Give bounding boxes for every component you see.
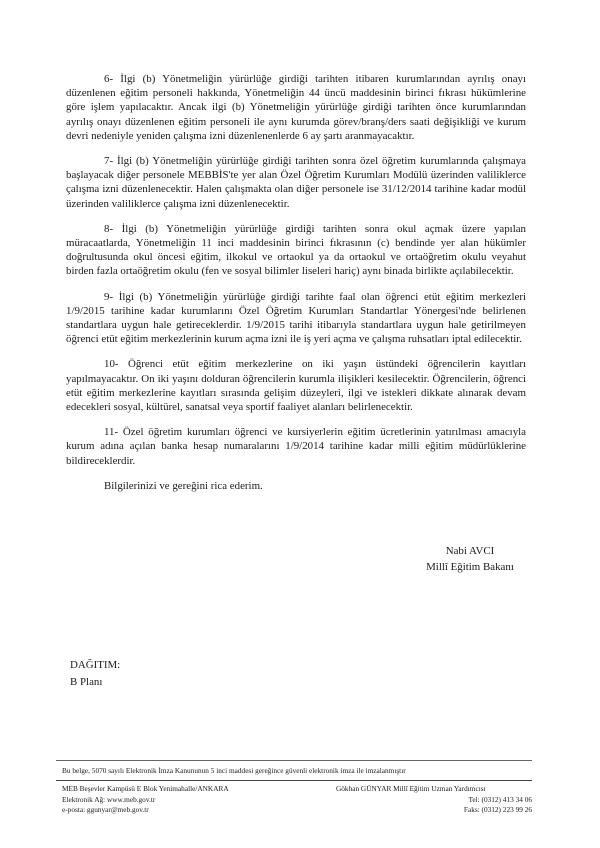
footer-divider	[56, 780, 532, 781]
paragraph-10: 10- Öğrenci etüt eğitim merkezlerine on iki yaşın üstündeki öğrencilerin kayıtları yapılmayacaktır. On iki yaşını dolduran öğrencilerin kurumla ilişikleri kesilecektir. Öğrencilerin, öğrenci etüt eğitim merkezlerine kayıtları sırasında gelişim düzeyleri, ilgi ve istekleri dikkate alınarak devam edecekleri sosyal, kültürel, sanatsal veya sportif faaliyet alanları belirlenecektir.	[66, 358, 526, 414]
distribution-block	[70, 657, 120, 691]
footer-divider-top	[56, 760, 532, 761]
paragraph-6: 6- İlgi (b) Yönetmeliğin yürürlüğe girdiği tarihten itibaren kurumlarından ayrılış onayı düzenlenen eğitim personeli hakkında, Yönetmeliğin 44 üncü maddesinin birinci fıkrası hükümlerine göre işlem yapılacaktır. Ancak ilgi (b) Yönetmeliğin yürürlüğe girdiği tarihten önce kurumlarından ayrılış onayı düzenlenen eğitim personeli ile aynı kurumda görev/branş/ders saati değişikliği ve kurum devri nedeniyle yeniden çalışma izni düzenlenenlerde 6 ay şartı aranmayacaktır.	[66, 73, 526, 142]
e-signature-note: Bu belge, 5070 sayılı Elektronik İmza Kanununun 5 inci maddesi gereğince güvenli elektronik imza ile imzalanmıştır	[62, 766, 406, 775]
footer-contact-left	[62, 784, 229, 816]
distribution-value: B Planı	[70, 676, 103, 688]
footer-email: e-posta: ggunyar@meb.gov.tr	[62, 805, 149, 814]
footer-contact-right	[336, 784, 532, 816]
closing-line: Bilgilerinizi ve gereğini rica ederim.	[104, 479, 263, 492]
footer-phone: Tel: (0312) 413 34 06	[468, 794, 532, 804]
footer-fax: Faks: (0312) 223 99 26	[463, 805, 532, 814]
footer-website: Elektronik Ağ: www.meb.gov.tr	[62, 794, 156, 804]
paragraph-7: 7- İlgi (b) Yönetmeliğin yürürlüğe girdiği tarihten sonra özel öğretim kurumlarında çalışmaya başlayacak diğer personele MEBBİS'te yer alan Özel Öğretim Kurumları Modülü üzerinden valiliklerce çalışma izni düzenlenecektir. Halen çalışmakta olan diğer personele ise 31/12/2014 tarihine kadar modül üzerinden valiliklerce çalışma izni düzenlenecektir.	[66, 155, 526, 210]
signature-block	[400, 543, 540, 575]
paragraph-11: 11- Özel öğretim kurumları öğrenci ve kursiyerlerin eğitim ücretlerinin yatırılması amacıyla kurum adına açılan banka hesap numaralarını 1/9/2014 tarihine kadar milli eğitim müdürlüklerine bildireceklerdir.	[66, 426, 526, 467]
distribution-label: DAĞITIM:	[70, 659, 121, 671]
signatory-name: Nabi AVCI	[445, 545, 495, 557]
footer-contact-name: Gökhan GÜNYAR Millî Eğitim Uzman Yardımcısı	[336, 784, 486, 793]
signatory-title: Millî Eğitim Bakanı	[426, 561, 514, 573]
document-body	[66, 72, 526, 493]
footer-address: MEB Beşevler Kampüsü E Blok Yenimahalle/ANKARA	[62, 784, 229, 793]
paragraph-8: 8- İlgi (b) Yönetmeliğin yürürlüğe girdiği tarihten sonra okul açmak üzere yapılan müracaatlarda, Yönetmeliğin 11 inci maddesinin birinci fıkrasının (c) bendinde yer alan hükümler doğrultusunda okul öncesi eğitim, ilkokul ve ortaokul ya da ortaokul ve ortaöğretim okulu veyahut birden fazla ortaöğretim okulu (fen ve sosyal bilimler liseleri hariç) aynı binada birlikte açılabilecektir.	[66, 222, 526, 278]
paragraph-9: 9- İlgi (b) Yönetmeliğin yürürlüğe girdiği tarihte faal olan öğrenci etüt eğitim merkezleri 1/9/2015 tarihine kadar kurumlarını Özel Öğretim Kurumları Standartlar Yönergesi'nde belirlenen standartlara uygun hale getireceklerdir. 1/9/2015 tarihi itibarıyla standartlara uygun hale getirilmeyen öğrenci etüt eğitim merkezlerinin kurum açma izni ile iş yeri açma ve çalışma ruhsatları iptal edilecektir.	[66, 290, 526, 346]
